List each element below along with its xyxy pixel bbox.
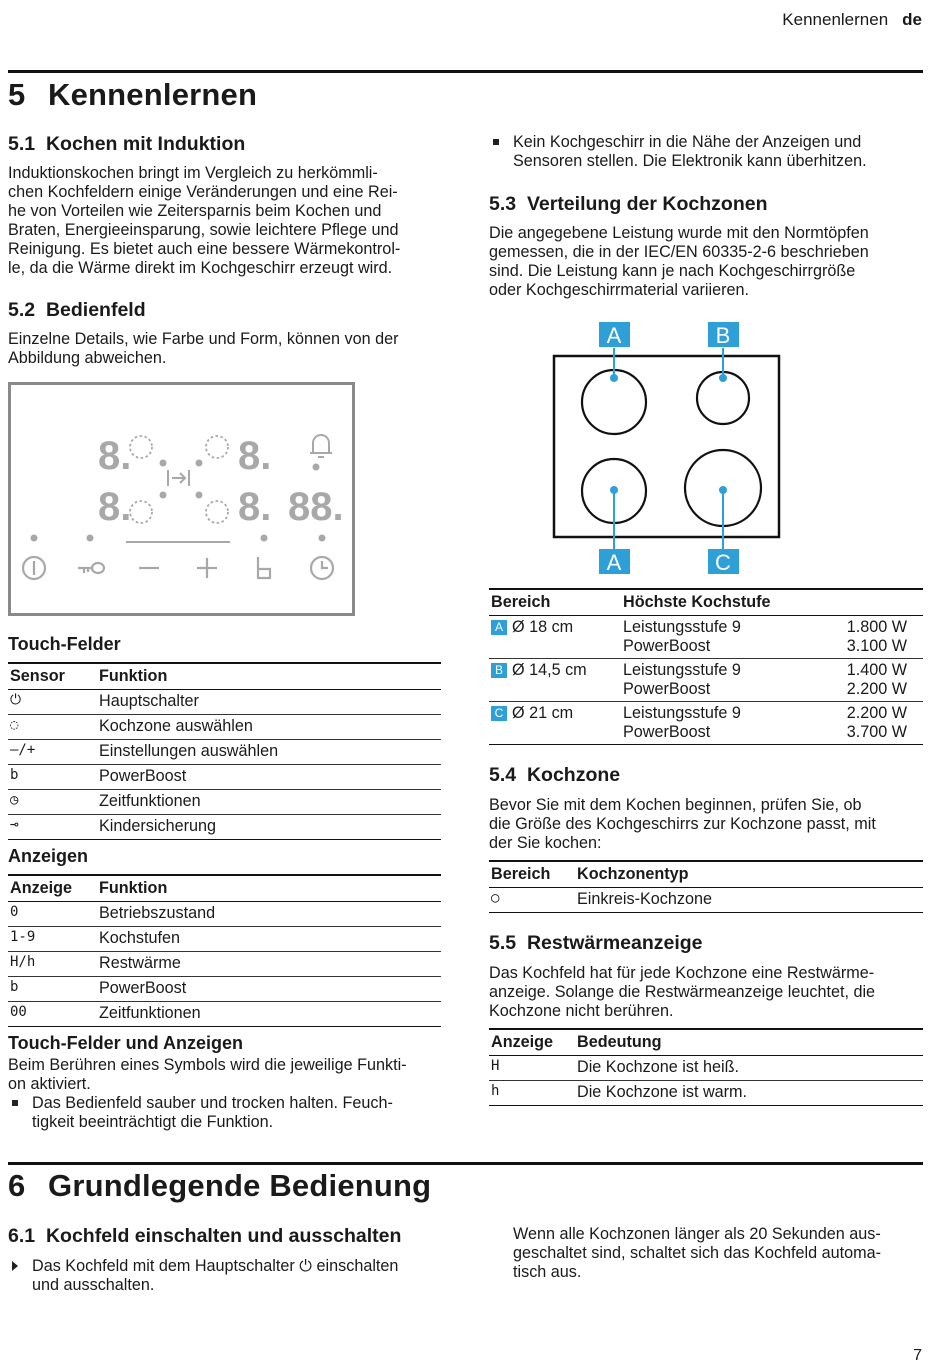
table-header-row: Bereich Höchste Kochstufe	[489, 589, 923, 616]
table-row: ◷ Zeitfunktionen	[8, 790, 441, 815]
table-row: ⊸ Kindersicherung	[8, 815, 441, 840]
zone-label: C	[491, 706, 507, 721]
section-heading: 5.2 Bedienfeld	[8, 299, 146, 321]
section-heading: 5.3 Verteilung der Kochzonen	[489, 193, 768, 215]
header-section: Kennenlernen	[782, 10, 889, 29]
table-row: h Die Kochzone ist warm.	[489, 1081, 923, 1106]
table-row: A Ø 18 cm Leistungsstufe 9 PowerBoost 1.800 W 3.100 W	[489, 616, 923, 659]
header-language: de	[902, 10, 922, 29]
label-a: A	[606, 550, 622, 575]
table-row: C Ø 21 cm Leistungsstufe 9 PowerBoost 2.200 W 3.700 W	[489, 702, 923, 745]
zone-select-icon: ◌	[8, 715, 97, 740]
key-lock-icon: ⊸	[8, 815, 97, 840]
minus-plus-icon: —/+	[8, 740, 97, 765]
section-heading: 5.1 Kochen mit Induktion	[8, 133, 246, 155]
chapter-rule	[8, 70, 923, 73]
subsection-heading: Touch-Felder	[8, 634, 121, 654]
powerboost-icon: b	[8, 765, 97, 790]
section-paragraph: Bevor Sie mit dem Kochen beginnen, prüfen Sie, ob die Größe des Kochgeschirrs zur Kochzone passt, mit der Sie kochen:	[489, 796, 876, 852]
subsection-heading: Touch-Felder und Anzeigen	[8, 1033, 243, 1053]
zone-power-table	[489, 588, 923, 745]
displays-table	[8, 874, 441, 1027]
table-row: b PowerBoost	[8, 765, 441, 790]
timer-display: 88.	[288, 485, 344, 529]
touch-fields-table	[8, 662, 441, 840]
page-number: 7	[913, 1347, 922, 1364]
chapter-title: 6 Grundlegende Bedienung	[8, 1168, 432, 1203]
table-row: —/+ Einstellungen auswählen	[8, 740, 441, 765]
bullet-item: Das Bedienfeld sauber und trocken halten. Feuch- tigkeit beeinträchtigt die Funktion.	[8, 1094, 438, 1132]
label-c: C	[715, 550, 731, 575]
zone-type-table	[489, 860, 923, 913]
table-row: ⏻ Hauptschalter	[8, 690, 441, 715]
section-paragraph: Beim Berühren eines Symbols wird die jeweilige Funkti- on aktiviert. Das Bedienfeld sauber und trocken halten. Feuch- tigkeit beeinträchtigt die Funktion.	[8, 1056, 438, 1132]
digit-display: 8.	[98, 485, 132, 529]
table-row: B Ø 14,5 cm Leistungsstufe 9 PowerBoost 1.400 W 2.200 W	[489, 659, 923, 702]
section-paragraph: Einzelne Details, wie Farbe und Form, können von der Abbildung abweichen.	[8, 330, 399, 367]
timer-icon: ◷	[8, 790, 97, 815]
table-header-row: Bereich Kochzonentyp	[489, 861, 923, 888]
subsection-heading: Anzeigen	[8, 846, 89, 866]
table-header-row: Sensor Funktion	[8, 663, 441, 690]
zone-label: B	[491, 663, 507, 678]
digit-display: 8.	[238, 434, 272, 478]
table-row: ◌ Kochzone auswählen	[8, 715, 441, 740]
table-row: ○ Einkreis-Kochzone	[489, 888, 923, 913]
label-b: B	[715, 323, 731, 348]
chapter-rule	[8, 1162, 923, 1165]
zone-label: A	[491, 620, 507, 635]
residual-heat-table	[489, 1028, 923, 1106]
section-paragraph: Das Kochfeld hat für jede Kochzone eine Restwärme- anzeige. Solange die Restwärmeanzeige leuchtet, die Kochzone nicht berühren.	[489, 964, 876, 1020]
section-heading: 5.4 Kochzone	[489, 764, 621, 786]
label-a: A	[606, 323, 622, 348]
table-row: H/h Restwärme	[8, 952, 441, 977]
table-row: 0 Betriebszustand	[8, 902, 441, 927]
table-header-row: Anzeige Funktion	[8, 875, 441, 902]
running-header	[782, 10, 922, 30]
section-paragraph: Induktionskochen bringt im Vergleich zu herkömmli- chen Kochfeldern einige Veränderungen und eine Rei- he von Vorteilen wie Zeitersparnis beim Kochen und Braten, Energieeinsparung, sowie leichtere Pflege und Reinigung. Es bietet auch eine bessere Wärmekontrol- le, da die Wärme direkt im Kochgeschirr erzeugt wird.	[8, 164, 401, 277]
cooking-zones-diagram	[550, 318, 785, 578]
table-row: 1-9 Kochstufen	[8, 927, 441, 952]
digit-display: 8.	[238, 485, 272, 529]
chapter-title: 5 Kennenlernen	[8, 77, 258, 112]
digit-display: 8.	[98, 434, 132, 478]
section-heading: 5.5 Restwärmeanzeige	[489, 932, 703, 954]
power-icon: ⏻	[299, 1257, 313, 1275]
table-row: 00 Zeitfunktionen	[8, 1002, 441, 1027]
section-paragraph: Die angegebene Leistung wurde mit den Normtöpfen gemessen, die in der IEC/EN 60335-2-6 beschrieben sind. Die Leistung kann je nach Kochgeschirrgröße oder Kochgeschirrmaterial variieren.	[489, 224, 869, 299]
instruction-step: Das Kochfeld mit dem Hauptschalter ⏻ einschalten und ausschalten.	[8, 1257, 448, 1295]
section-heading: 6.1 Kochfeld einschalten und ausschalten	[8, 1225, 402, 1247]
bullet-item: Kein Kochgeschirr in die Nähe der Anzeigen und Sensoren stellen. Die Elektronik kann überhitzen.	[489, 133, 929, 171]
table-header-row: Anzeige Bedeutung	[489, 1029, 923, 1056]
table-row: b PowerBoost	[8, 977, 441, 1002]
section-paragraph: Wenn alle Kochzonen länger als 20 Sekunden aus- geschaltet sind, schaltet sich das Kochfeld automa- tisch aus.	[513, 1225, 882, 1281]
power-icon: ⏻	[8, 690, 97, 715]
control-panel-illustration	[8, 382, 355, 616]
single-zone-icon: ○	[489, 888, 575, 913]
table-row: H Die Kochzone ist heiß.	[489, 1056, 923, 1081]
